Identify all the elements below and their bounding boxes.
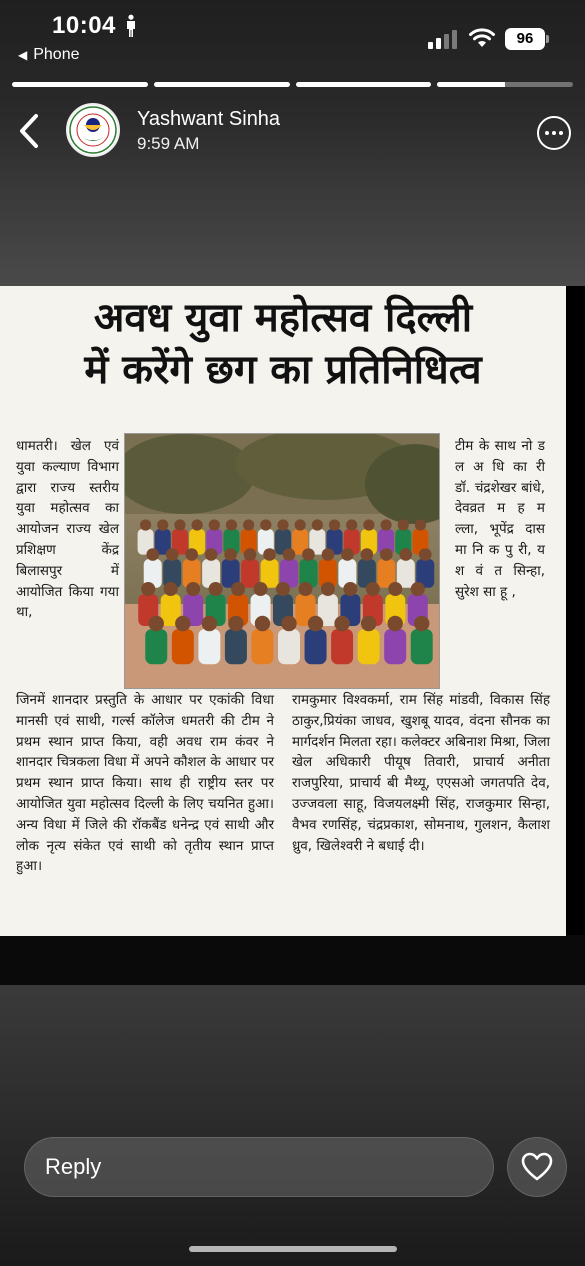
photo-person-head bbox=[380, 548, 393, 561]
more-options-button[interactable] bbox=[537, 116, 571, 150]
photo-person-head bbox=[302, 548, 315, 561]
story-progress-segment bbox=[154, 82, 290, 87]
photo-person-head bbox=[361, 548, 374, 561]
photo-person-head bbox=[411, 582, 425, 596]
headline-line-2: में करेंगे छग का प्रतिनिधित्व bbox=[84, 346, 482, 393]
photo-person-head bbox=[263, 548, 276, 561]
photo-person-head bbox=[260, 519, 271, 530]
more-options-dot bbox=[559, 131, 563, 135]
photo-person-head bbox=[329, 519, 340, 530]
story-progress-segment bbox=[437, 82, 573, 87]
photo-person-head bbox=[281, 616, 296, 631]
group-photo bbox=[124, 433, 440, 689]
photo-person-head bbox=[244, 548, 257, 561]
photo-person-head bbox=[283, 548, 296, 561]
photo-person-head bbox=[185, 548, 198, 561]
photo-person-head bbox=[414, 616, 429, 631]
story-progress-fill bbox=[437, 82, 505, 87]
photo-person-head bbox=[363, 519, 374, 530]
photo-person-body bbox=[278, 629, 300, 664]
story-progress-bar bbox=[12, 82, 573, 87]
photo-person-head bbox=[308, 616, 323, 631]
photo-person-head bbox=[146, 548, 159, 561]
photo-person-head bbox=[157, 519, 168, 530]
wifi-icon bbox=[468, 27, 496, 49]
heart-icon bbox=[521, 1152, 553, 1182]
photo-person-head bbox=[321, 582, 335, 596]
photo-person-head bbox=[192, 519, 203, 530]
story-username[interactable]: Yashwant Sinha bbox=[137, 108, 281, 130]
photo-person-head bbox=[255, 616, 270, 631]
story-progress-segment bbox=[12, 82, 148, 87]
article-column-bottom-right: रामकुमार विश्वकर्मा, राम सिंह मांडवी, विकास सिंह ठाकुर,प्रियंका जाधव, खुशबू यादव, वंदना सौनक का मार्गदर्शन मिलता रहा। कलेक्टर अबिनाश मिश्रा, जिला खेल अधिकारी पीयूष तिवारी, प्राचार्य अनीता राजपुरिया, प्राचार्य बी मैथ्यू, एएसओ जगतपति देव, उज्जवला साहू, विजयलक्ष्मी सिंह, राजकुमार सिन्हा, वैभव रणसिंह, चंद्रप्रकाश, सोमनाथ, गुलशन, कैलाश ध्रुव, खिलेश्वरी ने बधाई दी। bbox=[292, 692, 550, 854]
battery-nub bbox=[546, 35, 549, 43]
article-column-right: टीम के साथ नो ड ल अ धि का री डॉ. चंद्रशेखर बांधे, देवव्रत म ह म ल्ला, भूपेंद्र दास मा नि क पु री, य श वं त सिन्हा, सुरेश सा हू , bbox=[455, 438, 545, 600]
photo-person-head bbox=[228, 616, 243, 631]
newspaper-clipping-image bbox=[0, 286, 566, 936]
photo-person-head bbox=[174, 519, 185, 530]
status-time: 10:04 bbox=[52, 12, 116, 39]
like-button[interactable] bbox=[507, 1137, 567, 1197]
photo-person-head bbox=[175, 616, 190, 631]
photo-person-head bbox=[209, 519, 220, 530]
battery-indicator: 96 bbox=[505, 28, 545, 50]
back-to-app-label: Phone bbox=[33, 46, 80, 63]
photo-person-head bbox=[387, 616, 402, 631]
photo-person-head bbox=[166, 548, 179, 561]
photo-person-head bbox=[243, 519, 254, 530]
photo-person-body bbox=[198, 629, 220, 664]
reply-input[interactable]: Reply bbox=[24, 1137, 494, 1197]
photo-person-head bbox=[312, 519, 323, 530]
clipping-headline bbox=[0, 292, 566, 396]
photo-person-head bbox=[343, 582, 357, 596]
back-to-app-link[interactable] bbox=[18, 46, 80, 64]
story-backdrop-bottom bbox=[0, 985, 585, 1266]
photo-person-head bbox=[361, 616, 376, 631]
photo-person-head bbox=[226, 519, 237, 530]
group-photo-illustration bbox=[125, 434, 440, 689]
photo-person-body bbox=[251, 629, 273, 664]
photo-person-head bbox=[419, 548, 432, 561]
photo-person-head bbox=[231, 582, 245, 596]
person-icon bbox=[124, 14, 138, 38]
photo-person-head bbox=[400, 548, 413, 561]
photo-person-head bbox=[149, 616, 164, 631]
cellular-signal-icon bbox=[427, 30, 459, 50]
photo-person-body bbox=[331, 629, 353, 664]
photo-person-head bbox=[254, 582, 268, 596]
article-column-bottom-left: जिनमें शानदार प्रस्तुति के आधार पर एकांकी विधा मानसी एवं साथी, गर्ल्स कॉलेज धमतरी की टीम ने प्रथम स्थान प्राप्त किया, वही अवध राम कंवर ने शानदार चित्रकला विधा में अपने कौशल के आधार पर प्रथम स्थान प्राप्त किया। साथ ही राष्ट्रीय स्तर पर आयोजित युवा महोत्सव दिल्ली के लिए चयनित हुआ। अन्य विधा में जिले की रॉकबैंड धनेन्द्र एवं साथी और लोक नृत्य संकेत एवं साथी को तृतीय स्थान प्राप्त हुआ। bbox=[16, 692, 274, 875]
headline-line-1: अवध युवा महोत्सव दिल्ली bbox=[93, 294, 473, 341]
photo-person-body bbox=[358, 629, 380, 664]
photo-person-head bbox=[322, 548, 335, 561]
story-progress-segment bbox=[296, 82, 432, 87]
photo-person-head bbox=[141, 582, 155, 596]
photo-person-head bbox=[298, 582, 312, 596]
story-post-time: 9:59 AM bbox=[137, 134, 200, 153]
photo-person-head bbox=[398, 519, 409, 530]
photo-person-head bbox=[295, 519, 306, 530]
article-column-left: धामतरी। खेल एवं युवा कल्याण विभाग द्वारा राज्य स्तरीय युवा महोत्सव का आयोजन राज्य खेल प्रशिक्षण केंद्र बिलासपुर में आयोजित किया गया था, bbox=[16, 438, 119, 621]
avatar[interactable] bbox=[66, 103, 120, 157]
photo-person-head bbox=[224, 548, 237, 561]
photo-person-head bbox=[366, 582, 380, 596]
story-progress-fill bbox=[154, 82, 290, 87]
photo-person-head bbox=[205, 548, 218, 561]
organization-logo-icon bbox=[68, 105, 118, 155]
photo-person-body bbox=[411, 629, 433, 664]
photo-person-body bbox=[225, 629, 247, 664]
photo-person-head bbox=[202, 616, 217, 631]
photo-person-head bbox=[186, 582, 200, 596]
photo-person-head bbox=[346, 519, 357, 530]
more-options-dot bbox=[552, 131, 556, 135]
photo-person-body bbox=[305, 629, 327, 664]
story-progress-fill bbox=[296, 82, 432, 87]
photo-person-head bbox=[388, 582, 402, 596]
photo-person-body bbox=[384, 629, 406, 664]
story-backdrop-band bbox=[0, 935, 585, 985]
photo-person-head bbox=[164, 582, 178, 596]
photo-person-head bbox=[380, 519, 391, 530]
photo-person-head bbox=[209, 582, 223, 596]
back-triangle-icon: ◀ bbox=[18, 48, 28, 62]
photo-person-body bbox=[145, 629, 167, 664]
photo-person-head bbox=[140, 519, 151, 530]
photo-person-body bbox=[172, 629, 194, 664]
story-progress-fill bbox=[12, 82, 148, 87]
chevron-left-icon[interactable] bbox=[16, 112, 42, 150]
photo-person-head bbox=[277, 519, 288, 530]
photo-person-head bbox=[415, 519, 426, 530]
photo-person-head bbox=[334, 616, 349, 631]
home-indicator[interactable] bbox=[189, 1246, 397, 1252]
photo-person-head bbox=[341, 548, 354, 561]
photo-person-head bbox=[276, 582, 290, 596]
more-options-icon bbox=[545, 131, 549, 135]
